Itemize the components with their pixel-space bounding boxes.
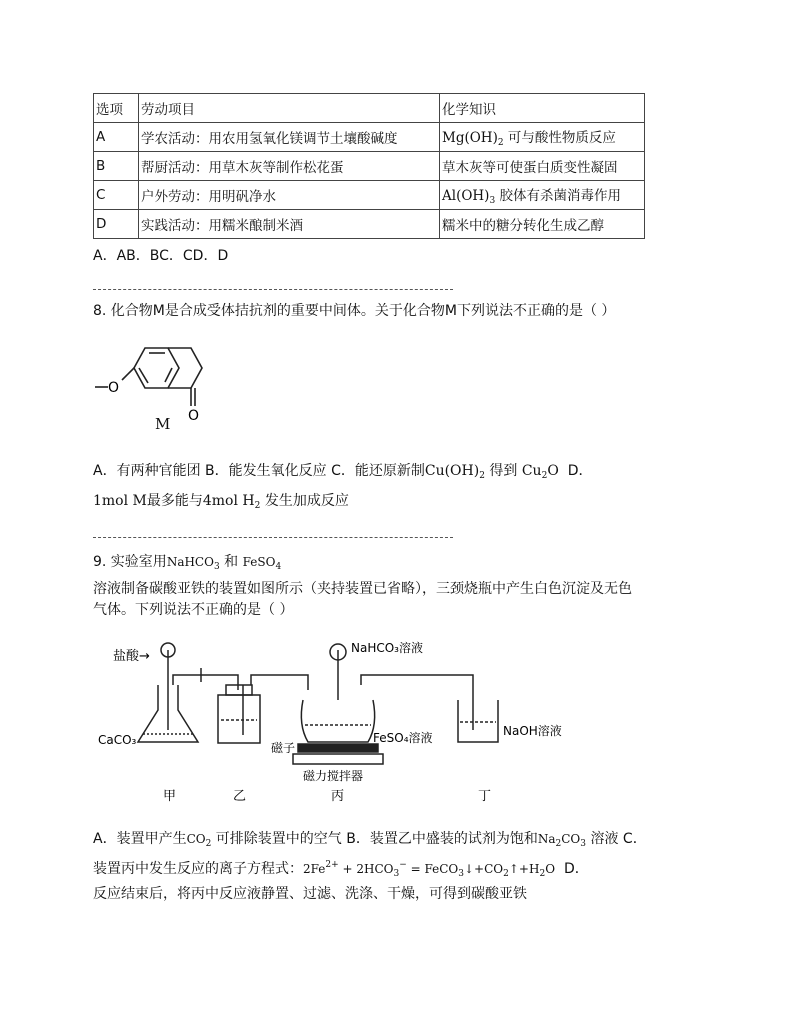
label-naoh: NaOH溶液 [503,724,562,738]
row-knowledge [440,123,645,152]
choice-text: 装置丙中发生反应的离子方程式： [93,861,303,877]
q9-choices-line2 [93,858,589,879]
choice-text: 1mol M最多能与4mol [93,493,238,509]
q7-choices: A．AB．BC．CD．D [93,248,229,264]
stem-text: 9. 实验室用 [93,554,167,570]
label-jia: 甲 [163,789,177,804]
table-row [94,123,645,152]
row-project: 帮厨活动：用草木灰等制作松花蛋 [139,152,440,181]
q9-stem-line3: 气体。下列说法不正确的是（ ） [93,602,294,618]
table-row [94,181,645,210]
q9-stem-line1 [93,551,281,572]
table-row [94,152,645,181]
row-knowledge: 糯米中的糖分转化生成乙醇 [440,210,645,239]
formula-feso4: FeSO$_4$ [242,555,282,572]
q9-stem-line2: 溶液制备碳酸亚铁的装置如图所示（夹持装置已省略），三颈烧瓶中产生白色沉淀及无色 [93,581,632,597]
q8-choices-line2 [93,490,349,511]
row-project: 学农活动：用农用氢氧化镁调节土壤酸碱度 [139,123,440,152]
row-option: C [94,181,139,210]
label-magnet: 磁子 [271,741,296,755]
wash-bottle [218,695,260,743]
stem-text: 和 [224,554,239,570]
formula-na2co3: $Na_2CO_3$ [537,832,587,849]
table-row [94,210,645,239]
choice-text: A．装置甲产生 [93,831,187,847]
row-project: 实践活动：用糯米酿制米酒 [139,210,440,239]
label-stirrer: 磁力搅拌器 [303,769,364,783]
methoxy-o-label: O [108,380,120,396]
label-yi: 乙 [233,789,247,804]
row-project: 户外劳动：用明矾净水 [139,181,440,210]
choice-text: 溶液 C． [590,831,647,847]
ionic-equation: $2Fe^{2+} + 2HCO_3^-$ = $FeCO_3↓+CO_2↑+H_2O$ [303,860,556,879]
row-option: B [94,152,139,181]
formula-mgoh2: $Mg(OH)_2$ [442,130,504,148]
formula-nahco3: NaHCO$_3$ [166,555,220,572]
apparatus-figure [93,630,613,808]
row-option: A [94,123,139,152]
q8-stem: 8. 化合物M是合成受体拮抗剂的重要中间体。关于化合物M下列说法不正确的是（ ） [93,303,616,319]
q8-choices-line1 [93,460,592,481]
label-feso4: FeSO₄溶液 [373,731,433,745]
q9-choices-line3: 反应结束后，将丙中反应液静置、过滤、洗涤、干燥，可得到碳酸亚铁 [93,886,527,902]
three-neck-flask [301,700,374,742]
row-knowledge [440,181,645,210]
label-nahco3: NaHCO₃溶液 [351,641,423,655]
knowledge-text: 胶体有杀菌消毒作用 [499,188,621,204]
label-hcl: 盐酸→ [113,649,150,664]
formula-cuoh2: $Cu(OH)_2$ [424,463,485,481]
choice-text: 发生加成反应 [264,493,349,509]
choice-text: D． [563,861,589,877]
q9-choices-line1 [93,828,647,849]
knowledge-text: 可与酸性物质反应 [507,130,616,146]
header-knowledge: 化学知识 [440,94,645,123]
choice-text: 可排除装置中的空气 B．装置乙中盛装的试剂为饱和 [215,831,538,847]
formula-cu2o: $Cu_2O$ [521,463,559,481]
choice-text: A．有两种官能团 B．能发生氧化反应 C．能还原新制 [93,463,425,479]
compound-label: M [155,415,171,433]
divider [93,537,453,538]
options-table [93,93,645,239]
row-option: D [94,210,139,239]
label-caco3: CaCO₃ [98,733,137,747]
choice-text: D． [567,463,593,479]
formula-h2: $H_2$ [242,493,261,511]
choice-text: 得到 [489,463,518,479]
divider [93,289,453,290]
formula-aloh3: $Al(OH)_3$ [442,188,496,206]
formula-co2: $CO_2$ [186,832,212,849]
beaker [458,700,498,742]
carbonyl-o-label: O [188,408,200,424]
row-knowledge: 草木灰等可使蛋白质变性凝固 [440,152,645,181]
table-header-row [94,94,645,123]
header-project: 劳动项目 [139,94,440,123]
header-option: 选项 [94,94,139,123]
label-ding: 丁 [478,789,492,804]
label-bing: 丙 [331,789,345,804]
